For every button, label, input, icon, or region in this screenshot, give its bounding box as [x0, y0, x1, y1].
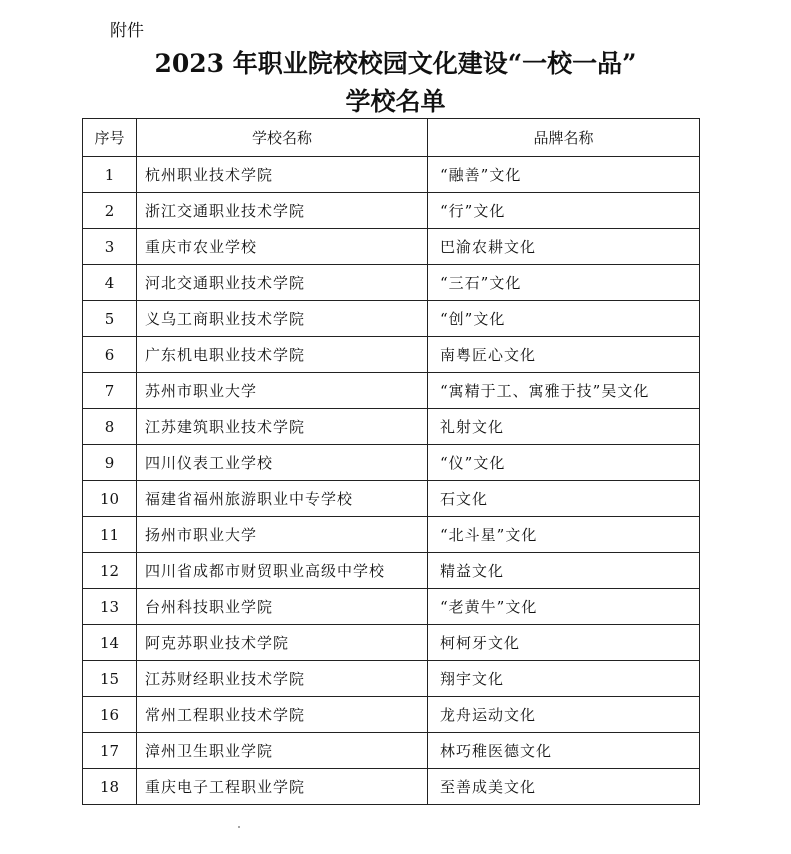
header-serial-number: 序号	[83, 119, 137, 157]
school-name: 江苏建筑职业技术学院	[137, 409, 428, 445]
brand-name: 巴渝农耕文化	[428, 229, 700, 265]
table-row	[83, 265, 700, 301]
table-row	[83, 157, 700, 193]
document-title-line-1: 2023 年职业院校校园文化建设“一校一品”	[154, 49, 637, 78]
row-number: 4	[83, 265, 137, 301]
row-number: 14	[83, 625, 137, 661]
brand-name: 精益文化	[428, 553, 700, 589]
row-number: 1	[83, 157, 137, 193]
table-row	[83, 661, 700, 697]
row-number: 9	[83, 445, 137, 481]
school-name: 苏州市职业大学	[137, 373, 428, 409]
table-row	[83, 553, 700, 589]
school-list-table	[82, 118, 700, 805]
brand-name: 龙舟运动文化	[428, 697, 700, 733]
brand-name: “仪”文化	[428, 445, 700, 481]
scan-speck	[238, 826, 240, 828]
table-row	[83, 625, 700, 661]
table-row	[83, 517, 700, 553]
table-row	[83, 769, 700, 805]
school-name: 台州科技职业学院	[137, 589, 428, 625]
table-row	[83, 697, 700, 733]
brand-name: 林巧稚医德文化	[428, 733, 700, 769]
row-number: 8	[83, 409, 137, 445]
school-name: 阿克苏职业技术学院	[137, 625, 428, 661]
brand-name: 礼射文化	[428, 409, 700, 445]
school-name: 重庆市农业学校	[137, 229, 428, 265]
brand-name: “北斗星”文化	[428, 517, 700, 553]
school-name: 杭州职业技术学院	[137, 157, 428, 193]
brand-name: “行”文化	[428, 193, 700, 229]
table-row	[83, 301, 700, 337]
annex-label: 附件	[110, 21, 144, 41]
brand-name: 南粤匠心文化	[428, 337, 700, 373]
school-name: 浙江交通职业技术学院	[137, 193, 428, 229]
table-row	[83, 409, 700, 445]
table-header-row	[83, 119, 700, 157]
school-name: 常州工程职业技术学院	[137, 697, 428, 733]
table-row	[83, 337, 700, 373]
row-number: 13	[83, 589, 137, 625]
brand-name: 柯柯牙文化	[428, 625, 700, 661]
table-row	[83, 445, 700, 481]
brand-name: “融善”文化	[428, 157, 700, 193]
brand-name: “寓精于工、寓雅于技”吴文化	[428, 373, 700, 409]
school-name: 广东机电职业技术学院	[137, 337, 428, 373]
row-number: 17	[83, 733, 137, 769]
brand-name: “创”文化	[428, 301, 700, 337]
row-number: 16	[83, 697, 137, 733]
row-number: 12	[83, 553, 137, 589]
table-row	[83, 229, 700, 265]
school-name: 义乌工商职业技术学院	[137, 301, 428, 337]
table-row	[83, 481, 700, 517]
brand-name: 石文化	[428, 481, 700, 517]
school-name: 福建省福州旅游职业中专学校	[137, 481, 428, 517]
school-name: 重庆电子工程职业学院	[137, 769, 428, 805]
row-number: 2	[83, 193, 137, 229]
row-number: 18	[83, 769, 137, 805]
row-number: 10	[83, 481, 137, 517]
school-name: 扬州市职业大学	[137, 517, 428, 553]
header-school-name: 学校名称	[137, 119, 428, 157]
row-number: 7	[83, 373, 137, 409]
school-name: 四川省成都市财贸职业高级中学校	[137, 553, 428, 589]
school-name: 江苏财经职业技术学院	[137, 661, 428, 697]
brand-name: “老黄牛”文化	[428, 589, 700, 625]
header-brand-name: 品牌名称	[428, 119, 700, 157]
row-number: 15	[83, 661, 137, 697]
table-row	[83, 589, 700, 625]
table-row	[83, 373, 700, 409]
row-number: 6	[83, 337, 137, 373]
row-number: 3	[83, 229, 137, 265]
brand-name: 至善成美文化	[428, 769, 700, 805]
table-row	[83, 733, 700, 769]
brand-name: 翔宇文化	[428, 661, 700, 697]
school-name: 漳州卫生职业学院	[137, 733, 428, 769]
brand-name: “三石”文化	[428, 265, 700, 301]
row-number: 5	[83, 301, 137, 337]
school-name: 四川仪表工业学校	[137, 445, 428, 481]
school-name: 河北交通职业技术学院	[137, 265, 428, 301]
table-row	[83, 193, 700, 229]
row-number: 11	[83, 517, 137, 553]
document-title-line-2: 学校名单	[345, 87, 446, 116]
